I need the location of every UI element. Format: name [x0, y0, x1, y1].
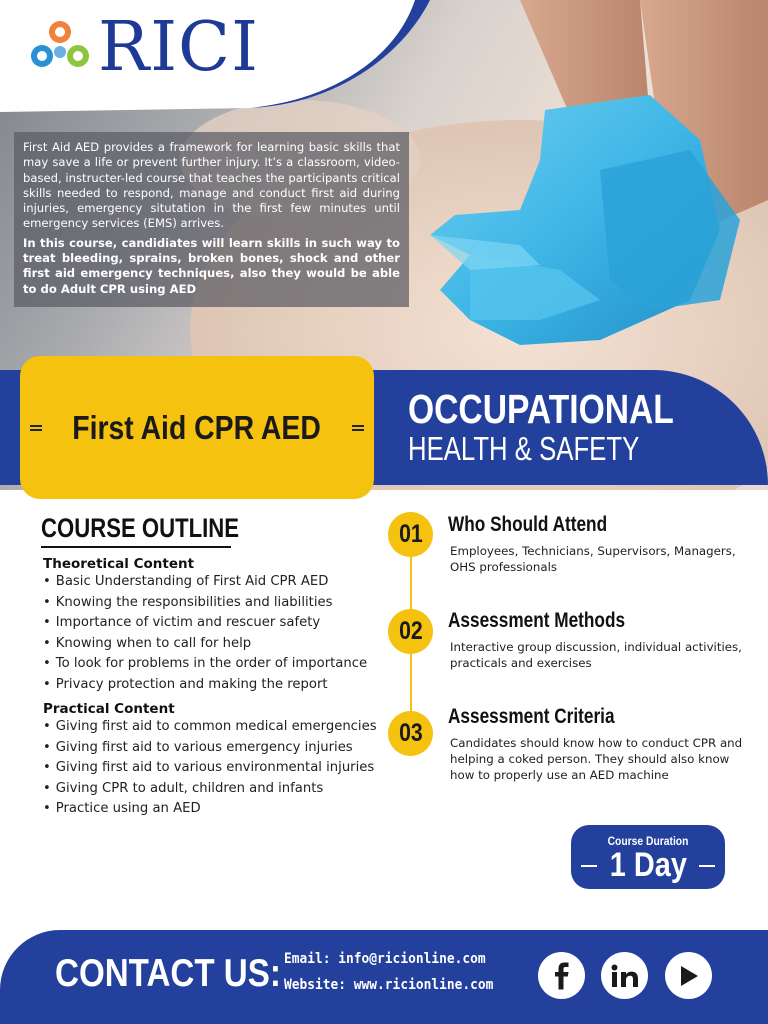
course-outline-title: COURSE OUTLINE — [41, 513, 240, 543]
step-description: Candidates should know how to conduct CPR and helping a coked person. They should also know how to properly use an AED machine — [450, 736, 743, 782]
step-number: 03 — [398, 719, 423, 747]
logo-bar — [0, 0, 768, 115]
duration-label: Course Duration — [607, 834, 689, 848]
step-number: 02 — [398, 617, 423, 645]
decorative-dash — [699, 865, 715, 867]
step-badge-02 — [388, 609, 433, 654]
duration-row — [571, 848, 725, 884]
step-title-assessment-methods: Assessment Methods — [448, 609, 626, 632]
step-badge-01 — [388, 512, 433, 557]
step-number: 01 — [398, 520, 423, 548]
list-item: • Giving first aid to common medical emergencies — [43, 717, 381, 738]
category-line-2: HEALTH & SAFETY — [408, 430, 640, 468]
course-outline — [41, 513, 381, 820]
step-description: Employees, Technicians, Supervisors, Managers, OHS professionals — [450, 544, 736, 574]
list-item: • Privacy protection and making the report — [43, 675, 381, 696]
step-title-who-should-attend: Who Should Attend — [448, 513, 608, 536]
title-banner — [0, 370, 768, 485]
rici-logo[interactable] — [28, 8, 259, 87]
theoretical-heading: Theoretical Content — [43, 556, 195, 572]
course-title-box — [20, 356, 374, 499]
course-title: First Aid CPR AED — [72, 408, 322, 446]
website-link[interactable]: Website: www.ricionline.com — [284, 977, 494, 993]
contact-title: CONTACT US: — [55, 952, 281, 995]
email-link[interactable]: Email: info@ricionline.com — [284, 951, 486, 967]
duration-value: 1 Day — [609, 846, 687, 884]
contact-footer — [0, 930, 768, 1024]
category-line-1: OCCUPATIONAL — [408, 386, 674, 432]
decorative-dash — [30, 425, 42, 431]
rici-logo-icon — [28, 16, 92, 80]
list-item: • Basic Understanding of First Aid CPR AED — [43, 572, 381, 593]
facebook-button[interactable] — [538, 952, 585, 999]
contact-details — [284, 946, 512, 998]
list-item: • Giving first aid to various emergency injuries — [43, 738, 381, 759]
list-item: • Knowing the responsibilities and liabilities — [43, 593, 381, 614]
list-item: • Giving first aid to various environmental injuries — [43, 758, 381, 779]
step-title-assessment-criteria: Assessment Criteria — [448, 705, 615, 728]
intro-panel — [14, 132, 409, 307]
category-heading — [408, 388, 732, 467]
title-underline — [41, 546, 231, 548]
intro-paragraph: First Aid AED provides a framework for learning basic skills that may save a life or prevent further injury. It’s a classroom, video-based, instructer-led course that teaches the participants critical skills needed to respond, manage and conduct first aid during injuries, emergency situtation in the first few minutes until emergency services (EMS) arrives. — [23, 140, 400, 231]
linkedin-button[interactable] — [601, 952, 648, 999]
step-badge-03 — [388, 711, 433, 756]
list-item: • To look for problems in the order of importance — [43, 654, 381, 675]
logo-wordmark: RICI — [98, 8, 259, 87]
youtube-icon — [678, 964, 700, 988]
course-duration-badge — [571, 825, 725, 889]
intro-highlight: In this course, candidiates will learn skills in such way to treat bleeding, sprains, broken bones, shock and other first aid emergency techniques, also they would be able to do Adult CPR using AED — [23, 235, 400, 296]
step-description: Interactive group discussion, individual activities, practicals and exercises — [450, 640, 742, 670]
list-item: • Practice using an AED — [43, 799, 381, 820]
list-item: • Knowing when to call for help — [43, 634, 381, 655]
decorative-dash — [581, 865, 597, 867]
decorative-dash — [352, 425, 364, 431]
practical-heading: Practical Content — [43, 701, 175, 717]
facebook-icon — [550, 962, 574, 990]
list-item: • Giving CPR to adult, children and infants — [43, 779, 381, 800]
list-item: • Importance of victim and rescuer safety — [43, 613, 381, 634]
linkedin-icon — [611, 964, 639, 988]
youtube-button[interactable] — [665, 952, 712, 999]
practical-list — [43, 717, 381, 820]
theoretical-list — [43, 572, 381, 695]
